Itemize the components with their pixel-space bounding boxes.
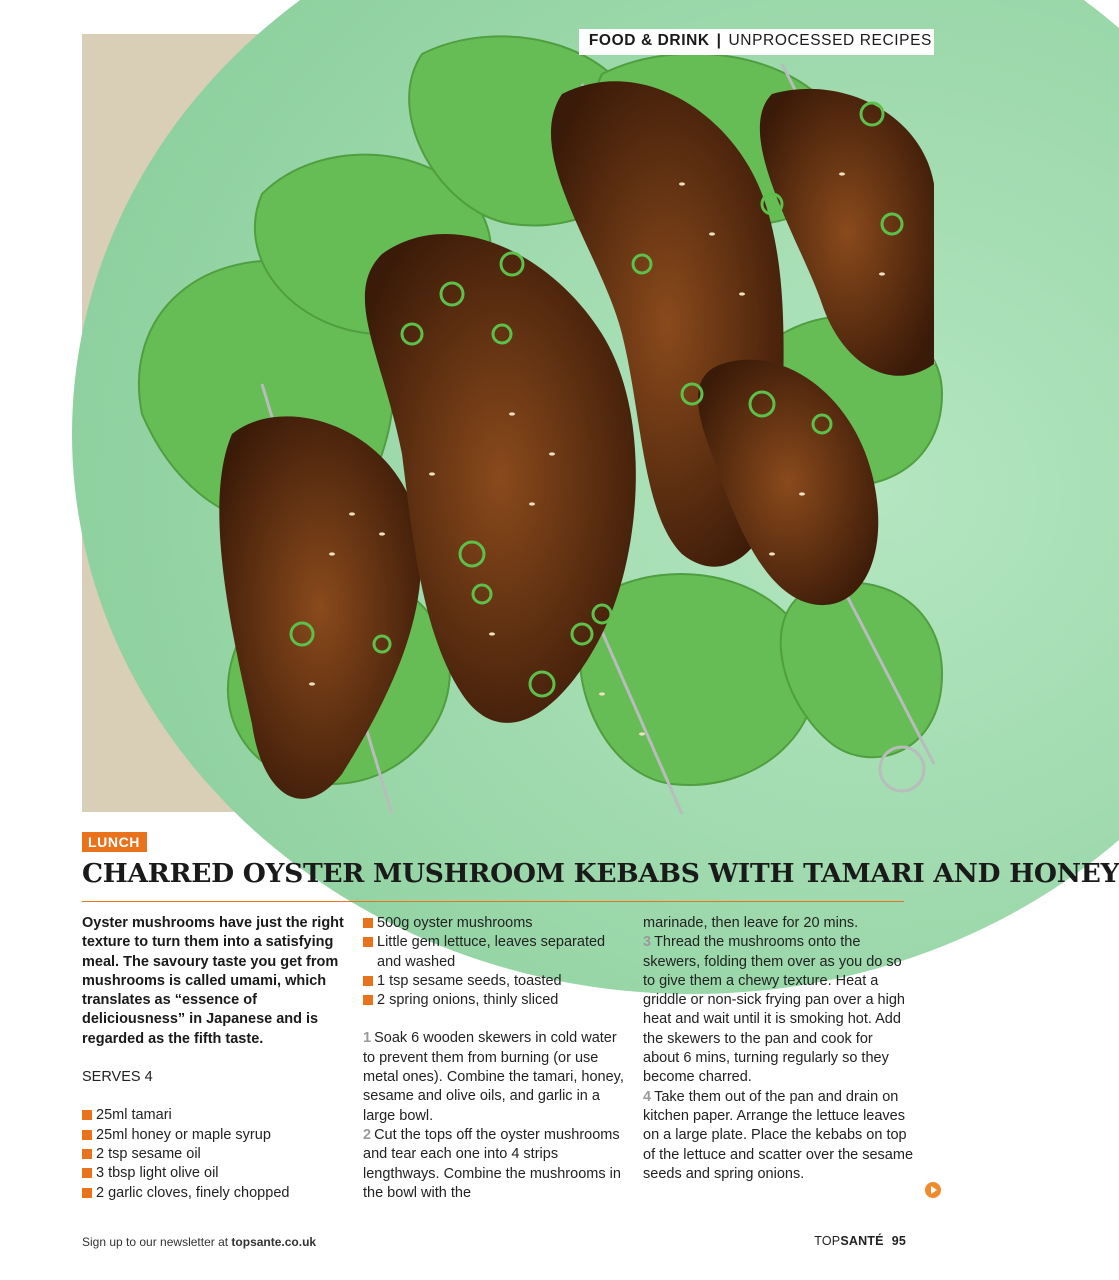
ingredient-item: 2 garlic cloves, finely chopped (82, 1184, 344, 1203)
step-text: Thread the mushrooms onto the skewers, folding them over as you do so to give them a chewy texture. Heat a griddle or non-sick frying pan over a high heat and wait until it is smoking hot. Add the skewers to the pan and cook for about 6 mins, turning regularly so they become charred. (643, 934, 905, 1086)
bullet-square-icon (82, 1110, 92, 1120)
step-text: Take them out of the pan and drain on kitchen paper. Arrange the lettuce leaves on a large plate. Place the kebabs on top of the lettuce and scatter over the sesame seeds and spring onions. (643, 1088, 914, 1182)
ingredient-list-2 (363, 914, 628, 1010)
bullet-square-icon (82, 1130, 92, 1140)
step-number: 4 (643, 1088, 652, 1105)
ingredient-list-1 (82, 1106, 344, 1202)
next-page-arrow-icon[interactable] (925, 1182, 941, 1198)
column-method (643, 914, 913, 1184)
method-step (643, 933, 913, 1087)
recipe-title: CHARRED OYSTER MUSHROOM KEBABS WITH TAMARI AND HONEY (82, 858, 1119, 889)
bullet-square-icon (363, 976, 373, 986)
brand-bold: SANTÉ (840, 1234, 884, 1248)
bullet-square-icon (82, 1149, 92, 1159)
subsection-name: UNPROCESSED RECIPES (728, 32, 932, 49)
recipe-intro: Oyster mushrooms have just the right texture to turn them into a satisfying meal. The savoury taste you get from mushrooms is called umami, which translates as “essence of deliciousness” in Japanese and is regarded as the fifth taste. (82, 915, 344, 1047)
step-number: 1 (363, 1030, 372, 1047)
newsletter-link[interactable]: topsante.co.uk (231, 1235, 317, 1249)
page-number: 95 (891, 1234, 906, 1248)
page-footer (814, 1234, 906, 1248)
ingredient-item: 1 tsp sesame seeds, toasted (363, 972, 628, 991)
ingredient-item: Little gem lettuce, leaves separated and washed (363, 933, 628, 972)
step-number: 3 (643, 934, 652, 951)
brand-light: TOP (814, 1234, 841, 1248)
newsletter-text: Sign up to our newsletter at (82, 1235, 232, 1249)
bullet-square-icon (363, 937, 373, 947)
column-intro (82, 914, 344, 1203)
newsletter-footer (82, 1235, 316, 1249)
bullet-square-icon (82, 1188, 92, 1198)
section-header (579, 29, 934, 55)
section-name: FOOD & DRINK (588, 32, 710, 49)
step-number: 2 (363, 1126, 372, 1143)
step-text: Cut the tops off the oyster mushrooms and tear each one into 4 strips lengthways. Combine the mushrooms in the bowl with the (363, 1126, 621, 1201)
ingredient-item: 2 spring onions, thinly sliced (363, 991, 628, 1010)
method-step (643, 1088, 913, 1184)
step-continuation: marinade, then leave for 20 mins. (643, 915, 859, 931)
food-photo-icon (82, 34, 934, 812)
bullet-square-icon (363, 918, 373, 928)
section-separator: | (716, 32, 722, 49)
step-text: Soak 6 wooden skewers in cold water to prevent them from burning (or use metal ones). Combine the tamari, honey, sesame and olive oils, and garlic in a large bowl. (363, 1030, 624, 1124)
bullet-square-icon (82, 1168, 92, 1178)
title-divider (82, 901, 904, 902)
category-label: LUNCH (82, 832, 147, 852)
recipe-photo (82, 34, 934, 812)
ingredient-item: 25ml honey or maple syrup (82, 1126, 344, 1145)
bullet-square-icon (363, 995, 373, 1005)
ingredient-item: 25ml tamari (82, 1106, 344, 1125)
method-steps (363, 1029, 628, 1203)
method-step (363, 1126, 628, 1203)
method-step (363, 1029, 628, 1125)
ingredient-item: 3 tbsp light olive oil (82, 1164, 344, 1183)
ingredient-item: 500g oyster mushrooms (363, 914, 628, 933)
ingredient-item: 2 tsp sesame oil (82, 1145, 344, 1164)
serves-count: SERVES 4 (82, 1069, 153, 1086)
column-ingredients-method (363, 914, 628, 1203)
